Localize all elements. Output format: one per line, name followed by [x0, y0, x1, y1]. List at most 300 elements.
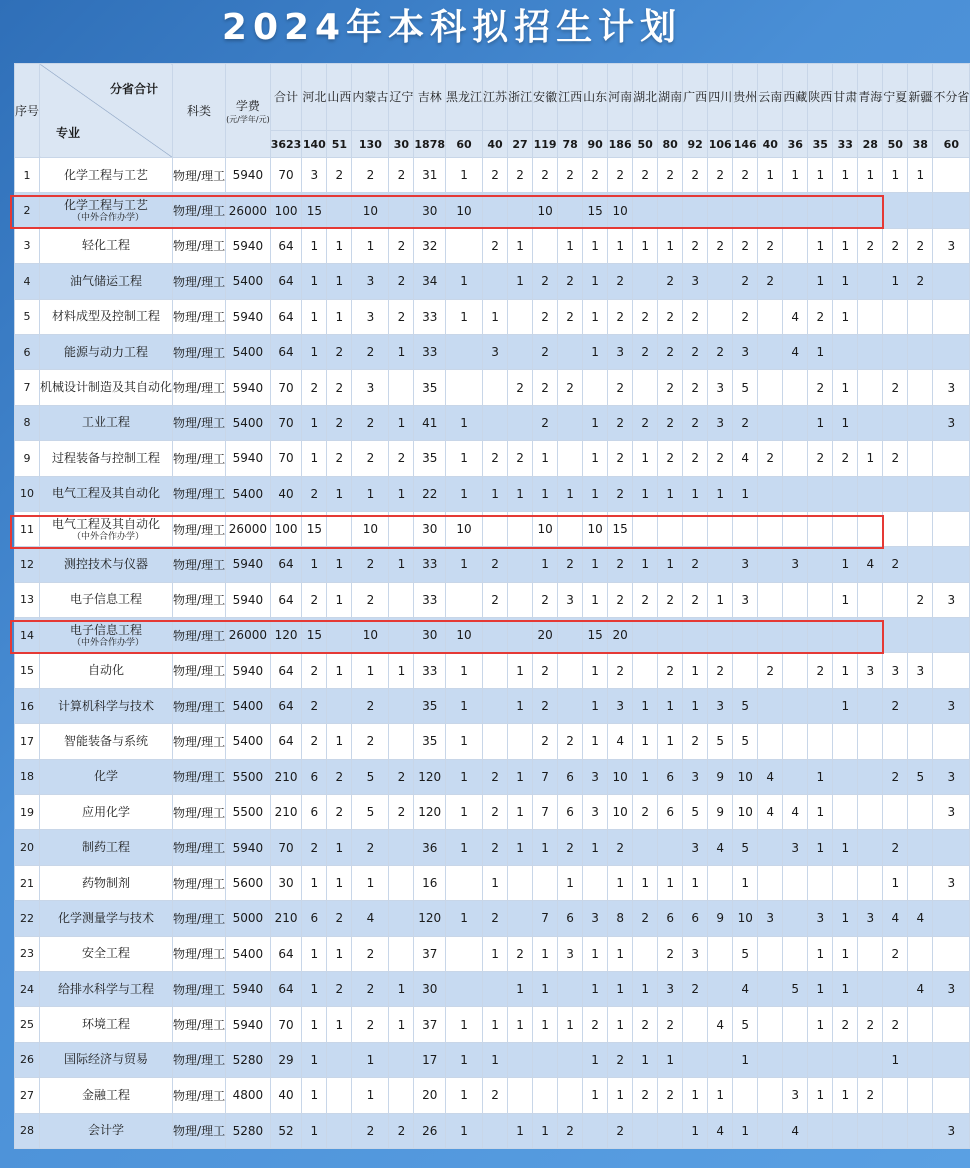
total-cell: 210 — [270, 795, 302, 830]
province-count-cell: 4 — [708, 1113, 733, 1148]
province-count-cell: 1 — [446, 688, 483, 723]
province-count-cell: 2 — [683, 441, 708, 476]
header-province-total: 28 — [858, 131, 883, 158]
province-count-cell: 1 — [658, 865, 683, 900]
page-title: 2024年本科拟招生计划 — [221, 7, 683, 48]
province-count-cell — [783, 228, 808, 263]
province-count-cell: 3 — [933, 228, 970, 263]
major-name-text: 制药工程 — [82, 840, 131, 855]
province-count-cell: 2 — [733, 405, 758, 440]
province-count-cell: 1 — [446, 158, 483, 193]
province-count-cell: 1 — [508, 795, 533, 830]
province-count-cell: 1 — [658, 724, 683, 759]
province-count-cell: 3 — [583, 759, 608, 794]
province-count-cell: 3 — [933, 405, 970, 440]
province-count-cell — [446, 971, 483, 1006]
province-count-cell: 1 — [708, 582, 733, 617]
province-count-cell — [558, 193, 583, 228]
province-count-cell: 2 — [533, 688, 558, 723]
row-index: 21 — [15, 865, 40, 900]
category-cell: 物理/理工 — [173, 971, 226, 1006]
province-count-cell: 1 — [633, 228, 658, 263]
major-name — [40, 1007, 173, 1042]
province-count-cell: 1 — [733, 865, 758, 900]
province-count-cell: 2 — [483, 1078, 508, 1113]
province-count-cell: 2 — [483, 795, 508, 830]
province-count-cell: 10 — [446, 193, 483, 228]
province-count-cell: 1 — [833, 158, 858, 193]
province-count-cell: 15 — [302, 193, 327, 228]
province-count-cell — [758, 618, 783, 653]
header-fee-label: 学费 — [235, 98, 260, 113]
row-index: 24 — [15, 971, 40, 1006]
province-count-cell: 35 — [414, 370, 446, 405]
table-row — [15, 830, 970, 865]
province-count-cell: 2 — [708, 334, 733, 369]
province-count-cell: 2 — [483, 830, 508, 865]
province-count-cell: 4 — [733, 971, 758, 1006]
province-count-cell: 1 — [446, 1113, 483, 1148]
province-count-cell — [908, 511, 933, 546]
province-count-cell: 1 — [583, 264, 608, 299]
province-count-cell: 2 — [352, 441, 389, 476]
province-count-cell — [908, 1007, 933, 1042]
category-cell: 物理/理工 — [173, 759, 226, 794]
province-count-cell: 4 — [908, 901, 933, 936]
fee-cell: 26000 — [226, 193, 271, 228]
province-count-cell — [483, 405, 508, 440]
province-count-cell: 1 — [808, 334, 833, 369]
province-count-cell: 20 — [533, 618, 558, 653]
province-count-cell: 2 — [633, 795, 658, 830]
province-count-cell: 2 — [608, 653, 633, 688]
province-count-cell: 1 — [533, 1113, 558, 1148]
category-cell: 物理/理工 — [173, 1113, 226, 1148]
province-count-cell — [327, 511, 352, 546]
province-count-cell — [758, 1042, 783, 1077]
total-cell: 64 — [270, 653, 302, 688]
major-name — [40, 370, 173, 405]
province-count-cell — [633, 618, 658, 653]
province-count-cell: 2 — [658, 299, 683, 334]
fee-cell: 5400 — [226, 334, 271, 369]
header-province-total: 50 — [883, 131, 908, 158]
province-count-cell: 1 — [858, 158, 883, 193]
province-count-cell — [708, 1042, 733, 1077]
total-cell: 64 — [270, 334, 302, 369]
province-count-cell: 2 — [683, 582, 708, 617]
province-count-cell: 2 — [683, 299, 708, 334]
province-count-cell — [758, 334, 783, 369]
province-count-cell — [327, 1113, 352, 1148]
province-count-cell: 3 — [352, 370, 389, 405]
province-count-cell: 2 — [389, 158, 414, 193]
province-count-cell — [558, 688, 583, 723]
province-count-cell: 1 — [508, 830, 533, 865]
province-count-cell: 1 — [583, 688, 608, 723]
province-count-cell — [583, 865, 608, 900]
province-count-cell: 1 — [508, 653, 533, 688]
province-count-cell — [808, 511, 833, 546]
province-count-cell: 1 — [658, 547, 683, 582]
province-count-cell: 2 — [708, 653, 733, 688]
province-count-cell — [858, 618, 883, 653]
province-count-cell: 1 — [583, 582, 608, 617]
table-row — [15, 971, 970, 1006]
province-count-cell: 1 — [446, 759, 483, 794]
province-count-cell — [446, 334, 483, 369]
major-name — [40, 724, 173, 759]
province-count-cell — [758, 724, 783, 759]
province-count-cell: 2 — [733, 158, 758, 193]
province-count-cell — [733, 1078, 758, 1113]
row-index: 11 — [15, 511, 40, 546]
province-count-cell: 5 — [352, 759, 389, 794]
province-count-cell: 6 — [558, 759, 583, 794]
province-count-cell: 1 — [508, 688, 533, 723]
province-count-cell: 2 — [883, 688, 908, 723]
province-count-cell — [883, 724, 908, 759]
province-count-cell — [908, 1042, 933, 1077]
province-count-cell: 2 — [608, 370, 633, 405]
province-count-cell: 2 — [352, 582, 389, 617]
province-count-cell: 1 — [833, 264, 858, 299]
province-count-cell: 1 — [783, 158, 808, 193]
province-count-cell: 3 — [933, 865, 970, 900]
total-cell: 70 — [270, 370, 302, 405]
province-count-cell: 1 — [608, 228, 633, 263]
province-count-cell: 1 — [583, 653, 608, 688]
province-count-cell: 2 — [608, 582, 633, 617]
province-count-cell: 2 — [558, 830, 583, 865]
province-count-cell: 20 — [608, 618, 633, 653]
fee-cell: 5940 — [226, 299, 271, 334]
province-count-cell: 2 — [658, 441, 683, 476]
province-count-cell: 1 — [583, 228, 608, 263]
province-count-cell — [908, 830, 933, 865]
province-count-cell: 2 — [758, 441, 783, 476]
header-province-total: 60 — [446, 131, 483, 158]
total-cell: 100 — [270, 193, 302, 228]
table-row — [15, 228, 970, 263]
province-count-cell: 2 — [327, 759, 352, 794]
province-count-cell: 1 — [352, 228, 389, 263]
province-count-cell: 3 — [933, 688, 970, 723]
province-count-cell: 1 — [302, 865, 327, 900]
fee-cell: 5400 — [226, 405, 271, 440]
province-count-cell — [833, 511, 858, 546]
province-count-cell: 2 — [483, 228, 508, 263]
header-province: 贵州 — [733, 64, 758, 131]
province-count-cell: 1 — [302, 1078, 327, 1113]
province-count-cell: 2 — [658, 334, 683, 369]
total-cell: 40 — [270, 476, 302, 511]
province-count-cell — [483, 1113, 508, 1148]
province-count-cell: 1 — [327, 228, 352, 263]
province-count-cell — [758, 511, 783, 546]
province-count-cell: 1 — [883, 264, 908, 299]
province-count-cell — [783, 759, 808, 794]
province-count-cell — [389, 901, 414, 936]
major-name-text: 轻化工程 — [82, 238, 131, 253]
total-cell: 70 — [270, 405, 302, 440]
header-province-total: 90 — [583, 131, 608, 158]
province-count-cell — [933, 334, 970, 369]
province-count-cell: 5 — [733, 370, 758, 405]
province-count-cell: 26 — [414, 1113, 446, 1148]
total-cell: 64 — [270, 228, 302, 263]
row-index: 28 — [15, 1113, 40, 1148]
province-count-cell: 10 — [446, 511, 483, 546]
province-count-cell — [508, 901, 533, 936]
province-count-cell — [446, 582, 483, 617]
province-count-cell: 2 — [758, 653, 783, 688]
province-count-cell: 1 — [446, 405, 483, 440]
header-province-total: 36 — [783, 131, 808, 158]
province-count-cell: 2 — [533, 724, 558, 759]
province-count-cell: 2 — [352, 830, 389, 865]
major-name — [40, 299, 173, 334]
province-count-cell: 1 — [302, 547, 327, 582]
province-count-cell — [808, 724, 833, 759]
header-province: 内蒙古 — [352, 64, 389, 131]
province-count-cell — [858, 1042, 883, 1077]
province-count-cell — [783, 582, 808, 617]
province-count-cell — [508, 193, 533, 228]
total-cell: 40 — [270, 1078, 302, 1113]
province-count-cell — [933, 653, 970, 688]
total-cell: 64 — [270, 299, 302, 334]
category-cell: 物理/理工 — [173, 1007, 226, 1042]
province-count-cell: 1 — [302, 264, 327, 299]
province-count-cell — [908, 795, 933, 830]
province-count-cell: 7 — [533, 759, 558, 794]
province-count-cell: 2 — [908, 228, 933, 263]
category-cell: 物理/理工 — [173, 334, 226, 369]
major-name-text: 给排水科学与工程 — [58, 981, 155, 996]
category-cell: 物理/理工 — [173, 865, 226, 900]
province-count-cell: 1 — [389, 405, 414, 440]
province-count-cell: 3 — [708, 405, 733, 440]
major-name — [40, 653, 173, 688]
province-count-cell — [783, 193, 808, 228]
total-cell: 64 — [270, 724, 302, 759]
province-count-cell: 2 — [608, 1042, 633, 1077]
province-count-cell: 1 — [908, 158, 933, 193]
category-cell: 物理/理工 — [173, 476, 226, 511]
category-cell: 物理/理工 — [173, 547, 226, 582]
province-count-cell: 1 — [533, 476, 558, 511]
province-count-cell — [783, 653, 808, 688]
province-count-cell — [908, 724, 933, 759]
header-province: 河南 — [608, 64, 633, 131]
province-count-cell — [389, 582, 414, 617]
province-count-cell — [858, 724, 883, 759]
province-count-cell: 6 — [683, 901, 708, 936]
province-count-cell: 35 — [414, 441, 446, 476]
province-count-cell: 3 — [708, 370, 733, 405]
province-count-cell — [708, 618, 733, 653]
province-count-cell: 2 — [608, 1113, 633, 1148]
province-count-cell: 1 — [633, 688, 658, 723]
province-count-cell — [633, 511, 658, 546]
province-count-cell — [883, 299, 908, 334]
table-row — [15, 547, 970, 582]
province-count-cell: 2 — [302, 476, 327, 511]
header-category: 科类 — [173, 64, 226, 158]
province-count-cell: 1 — [302, 971, 327, 1006]
province-count-cell: 1 — [302, 405, 327, 440]
province-count-cell — [633, 370, 658, 405]
province-count-cell — [808, 865, 833, 900]
province-count-cell: 1 — [733, 1042, 758, 1077]
province-count-cell: 1 — [808, 1078, 833, 1113]
total-cell: 29 — [270, 1042, 302, 1077]
province-count-cell — [833, 865, 858, 900]
province-count-cell: 6 — [302, 759, 327, 794]
province-count-cell — [808, 618, 833, 653]
province-count-cell — [708, 936, 733, 971]
province-count-cell: 2 — [608, 299, 633, 334]
province-count-cell: 2 — [302, 653, 327, 688]
header-province-total: 78 — [558, 131, 583, 158]
province-count-cell: 2 — [352, 334, 389, 369]
province-count-cell: 2 — [583, 158, 608, 193]
province-count-cell: 2 — [658, 264, 683, 299]
province-count-cell: 5 — [733, 1007, 758, 1042]
province-count-cell: 1 — [446, 264, 483, 299]
province-count-cell — [833, 618, 858, 653]
header-province-total: 186 — [608, 131, 633, 158]
header-province-total: 35 — [808, 131, 833, 158]
province-count-cell: 2 — [708, 158, 733, 193]
header-province-total: 50 — [633, 131, 658, 158]
major-name-text: 国际经济与贸易 — [64, 1052, 149, 1067]
table-row — [15, 264, 970, 299]
province-count-cell — [708, 547, 733, 582]
province-count-cell — [483, 618, 508, 653]
row-index: 16 — [15, 688, 40, 723]
province-count-cell: 1 — [608, 1007, 633, 1042]
total-cell: 64 — [270, 264, 302, 299]
major-name-text: 会计学 — [88, 1123, 125, 1138]
total-cell: 70 — [270, 441, 302, 476]
province-count-cell — [883, 193, 908, 228]
table-row — [15, 370, 970, 405]
province-count-cell — [933, 299, 970, 334]
major-name-text: 应用化学 — [82, 804, 131, 819]
province-count-cell: 1 — [352, 476, 389, 511]
province-count-cell — [808, 547, 833, 582]
total-cell: 210 — [270, 759, 302, 794]
province-count-cell: 1 — [858, 441, 883, 476]
fee-cell: 5940 — [226, 370, 271, 405]
province-count-cell: 2 — [608, 158, 633, 193]
category-cell: 物理/理工 — [173, 441, 226, 476]
province-count-cell — [858, 193, 883, 228]
province-count-cell: 2 — [633, 299, 658, 334]
province-count-cell — [783, 1042, 808, 1077]
major-name — [40, 582, 173, 617]
fee-cell: 5500 — [226, 795, 271, 830]
province-count-cell: 1 — [389, 547, 414, 582]
province-count-cell: 1 — [533, 971, 558, 1006]
province-count-cell: 1 — [658, 228, 683, 263]
row-index: 1 — [15, 158, 40, 193]
province-count-cell — [783, 1007, 808, 1042]
province-count-cell: 2 — [533, 334, 558, 369]
province-count-cell — [446, 228, 483, 263]
province-count-cell — [658, 511, 683, 546]
province-count-cell: 1 — [302, 334, 327, 369]
province-count-cell: 1 — [833, 370, 858, 405]
province-count-cell: 1 — [883, 158, 908, 193]
total-cell: 52 — [270, 1113, 302, 1148]
header-province: 四川 — [708, 64, 733, 131]
province-count-cell — [933, 936, 970, 971]
province-count-cell: 2 — [352, 158, 389, 193]
province-count-cell: 2 — [327, 405, 352, 440]
header-major-diagonal — [40, 64, 173, 158]
province-count-cell: 2 — [608, 264, 633, 299]
province-count-cell — [908, 441, 933, 476]
province-count-cell: 2 — [327, 901, 352, 936]
province-count-cell — [883, 582, 908, 617]
province-count-cell: 10 — [733, 795, 758, 830]
province-count-cell: 1 — [583, 936, 608, 971]
province-count-cell — [808, 476, 833, 511]
province-count-cell: 2 — [508, 370, 533, 405]
province-count-cell: 10 — [352, 618, 389, 653]
province-count-cell: 2 — [658, 158, 683, 193]
province-count-cell: 34 — [414, 264, 446, 299]
province-count-cell — [783, 370, 808, 405]
province-count-cell — [883, 1113, 908, 1148]
province-count-cell: 1 — [508, 264, 533, 299]
province-count-cell: 1 — [389, 334, 414, 369]
major-name — [40, 1042, 173, 1077]
fee-cell: 5280 — [226, 1113, 271, 1148]
province-count-cell: 1 — [446, 830, 483, 865]
province-count-cell: 2 — [302, 688, 327, 723]
province-count-cell — [858, 830, 883, 865]
province-count-cell: 5 — [733, 936, 758, 971]
table-row — [15, 158, 970, 193]
province-count-cell: 2 — [327, 158, 352, 193]
province-count-cell: 1 — [389, 476, 414, 511]
province-count-cell: 1 — [833, 936, 858, 971]
province-count-cell — [533, 1078, 558, 1113]
province-count-cell: 2 — [883, 441, 908, 476]
province-count-cell: 1 — [658, 1042, 683, 1077]
province-count-cell: 1 — [508, 759, 533, 794]
province-count-cell: 2 — [508, 441, 533, 476]
major-name-text: 过程装备与控制工程 — [52, 450, 161, 465]
province-count-cell — [883, 334, 908, 369]
province-count-cell: 2 — [558, 370, 583, 405]
province-count-cell: 3 — [733, 547, 758, 582]
major-name-text: 自动化 — [88, 663, 125, 678]
province-count-cell — [558, 971, 583, 1006]
province-count-cell — [908, 299, 933, 334]
province-count-cell: 1 — [583, 971, 608, 1006]
province-count-cell: 5 — [908, 759, 933, 794]
province-count-cell: 1 — [389, 971, 414, 1006]
province-count-cell: 4 — [883, 901, 908, 936]
province-count-cell: 3 — [708, 688, 733, 723]
province-count-cell — [558, 441, 583, 476]
province-count-cell: 10 — [608, 759, 633, 794]
